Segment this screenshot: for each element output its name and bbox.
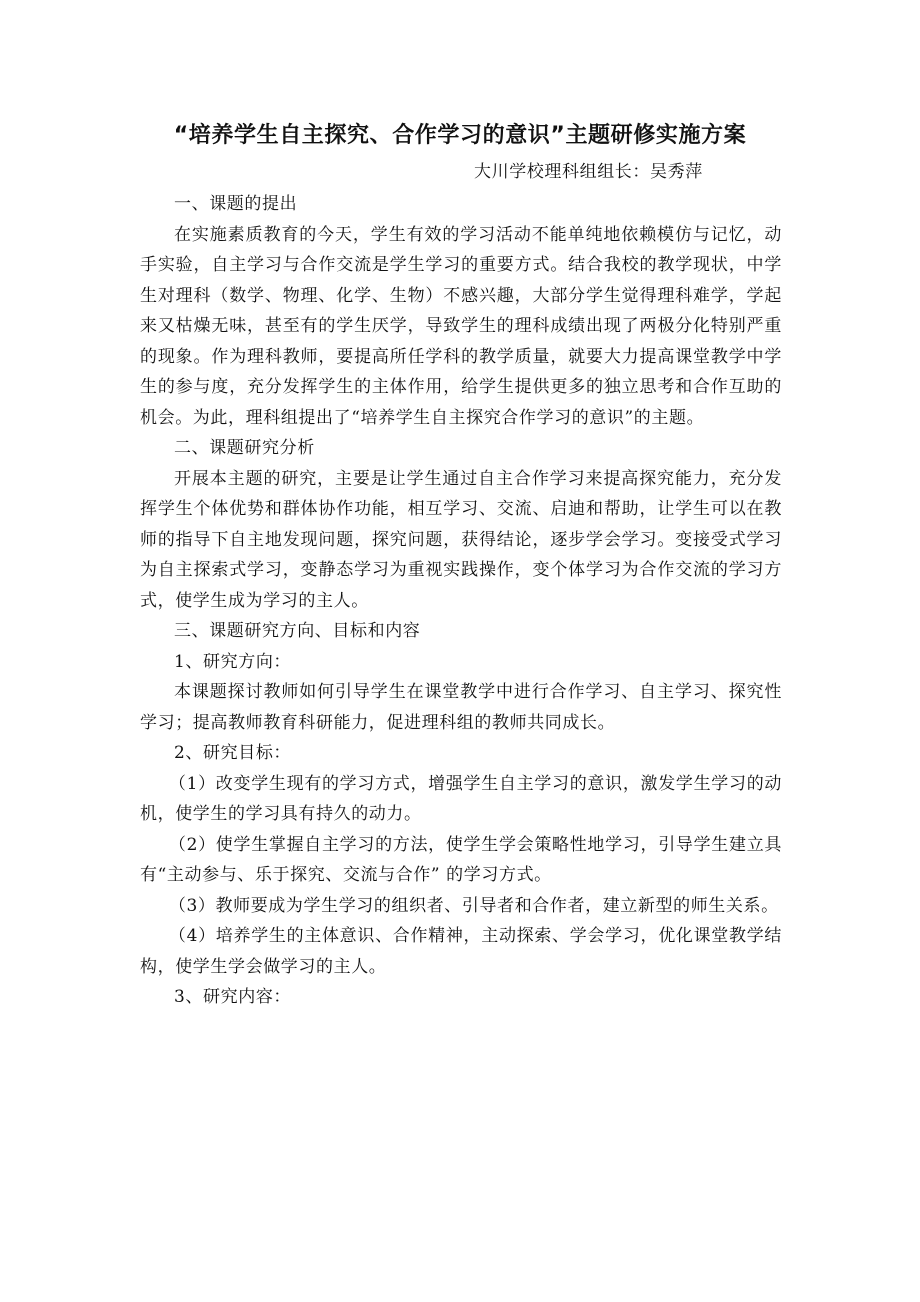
subheading-goals: 2、研究目标： — [174, 743, 292, 763]
goal-item: （3）教师要成为学生学习的组织者、引导者和合作者，建立新型的师生关系。 — [168, 895, 779, 916]
section-heading-1: 一、课题的提出 — [174, 194, 298, 214]
goal-item: （1）改变学生现有的学习方式，增强学生自主学习的意识，激发学生学习的动机，使学生的学习具有持久的动力。 — [140, 773, 782, 824]
subheading-direction: 1、研究方向： — [174, 651, 292, 672]
author-line: 大川学校理科组组长：吴秀萍 — [474, 162, 703, 182]
document-body — [140, 189, 782, 1013]
goal-item: （4）培养学生的主体意识、合作精神，主动探索、学会学习，优化课堂教学结构，使学生学会做学习的主人。 — [140, 926, 782, 977]
section-heading-3: 三、课题研究方向、目标和内容 — [174, 621, 421, 641]
paragraph-background: 在实施素质教育的今天，学生有效的学习活动不能单纯地依赖模仿与记忆，动手实验，自主学习与合作交流是学生学习的重要方式。结合我校的教学现状，中学生对理科（数学、物理、化学、生物）不感兴趣，大部分学生觉得理科难学，学起来又枯燥无味，甚至有的学生厌学，导致学生的理科成绩出现了两极分化特别严重的现象。作为理科教师，要提高所任学科的教学质量，就要大力提高课堂教学中学生的参与度，充分发挥学生的主体作用，给学生提供更多的独立思考和合作互助的机会。为此，理科组提出了“培养学生自主探究合作学习的意识”的主题。 — [140, 224, 782, 428]
subheading-content: 3、研究内容： — [174, 987, 292, 1007]
paragraph-analysis: 开展本主题的研究，主要是让学生通过自主合作学习来提高探究能力，充分发挥学生个体优势和群体协作功能，相互学习、交流、启迪和帮助，让学生可以在教师的指导下自主地发现问题，探究问题，获得结论，逐步学会学习。变接受式学习为自主探索式学习，变静态学习为重视实践操作，变个体学习为合作交流的学习方式，使学生成为学习的主人。 — [140, 468, 782, 611]
goal-item: （2）使学生掌握自主学习的方法，使学生学会策略性地学习，引导学生建立具有“主动参与、乐于探究、交流与合作” 的学习方式。 — [140, 834, 782, 885]
paragraph-direction: 本课题探讨教师如何引导学生在课堂教学中进行合作学习、自主学习、探究性学习；提高教师教育科研能力，促进理科组的教师共同成长。 — [140, 682, 782, 733]
document-title: “培养学生自主探究、合作学习的意识”主题研修实施方案 — [173, 123, 747, 148]
section-heading-2: 二、课题研究分析 — [174, 438, 315, 458]
